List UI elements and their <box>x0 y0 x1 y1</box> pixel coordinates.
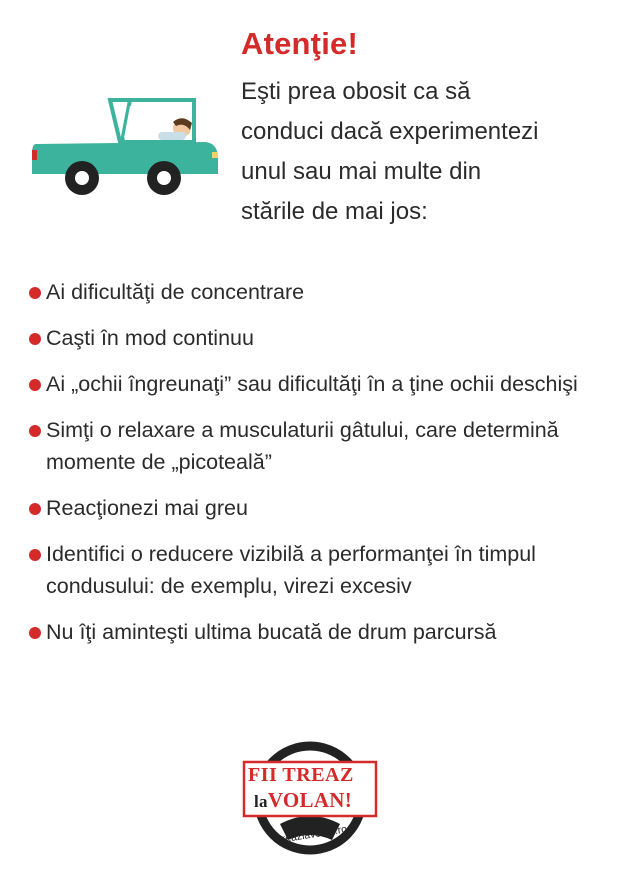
intro-line: stările de mai jos: <box>241 198 428 225</box>
car-sleeping-driver-icon <box>30 96 222 200</box>
logo-line-2-main: VOLAN! <box>267 788 353 812</box>
bullet-dot-icon <box>29 425 41 437</box>
list-item-text: Caşti în mod continuu <box>46 326 254 350</box>
intro-line: Eşti prea obosit ca să <box>241 78 471 105</box>
intro-line: unul sau mai multe din <box>241 158 482 185</box>
list-item <box>29 276 609 308</box>
logo-line-2-prefix: la <box>254 792 268 811</box>
bullet-dot-icon <box>29 503 41 515</box>
bullet-dot-icon <box>29 333 41 345</box>
list-item <box>29 322 609 354</box>
page-title: Atenţie! <box>241 26 358 61</box>
logo-url: treazlavolan.ro <box>278 823 348 846</box>
list-item-text: Identifici o reducere vizibilă a performanţei în timpul condusului: de exemplu, virezi excesiv <box>46 542 536 598</box>
list-item <box>29 538 609 602</box>
symptom-list <box>29 276 609 648</box>
list-item-text: Simţi o relaxare a musculaturii gâtului, care determină momente de „picoteală” <box>46 418 559 474</box>
bullet-dot-icon <box>29 379 41 391</box>
logo-line-1: FII TREAZ <box>248 764 354 786</box>
intro-text <box>241 72 611 232</box>
bullet-dot-icon <box>29 287 41 299</box>
list-item <box>29 368 609 400</box>
list-item <box>29 616 609 648</box>
list-item <box>29 414 609 478</box>
intro-line: conduci dacă experimentezi <box>241 118 539 145</box>
list-item-text: Nu îţi aminteşti ultima bucată de drum parcursă <box>46 620 497 644</box>
list-item-text: Reacţionezi mai greu <box>46 496 248 520</box>
bullet-dot-icon <box>29 549 41 561</box>
bullet-dot-icon <box>29 627 41 639</box>
fii-treaz-la-volan-logo <box>240 740 380 856</box>
list-item-text: Ai dificultăţi de concentrare <box>46 280 305 304</box>
logo-line-2 <box>254 788 352 813</box>
list-item <box>29 492 609 524</box>
list-item-text: Ai „ochii îngreunaţi” sau dificultăţi în a ţine ochii deschişi <box>46 372 578 396</box>
